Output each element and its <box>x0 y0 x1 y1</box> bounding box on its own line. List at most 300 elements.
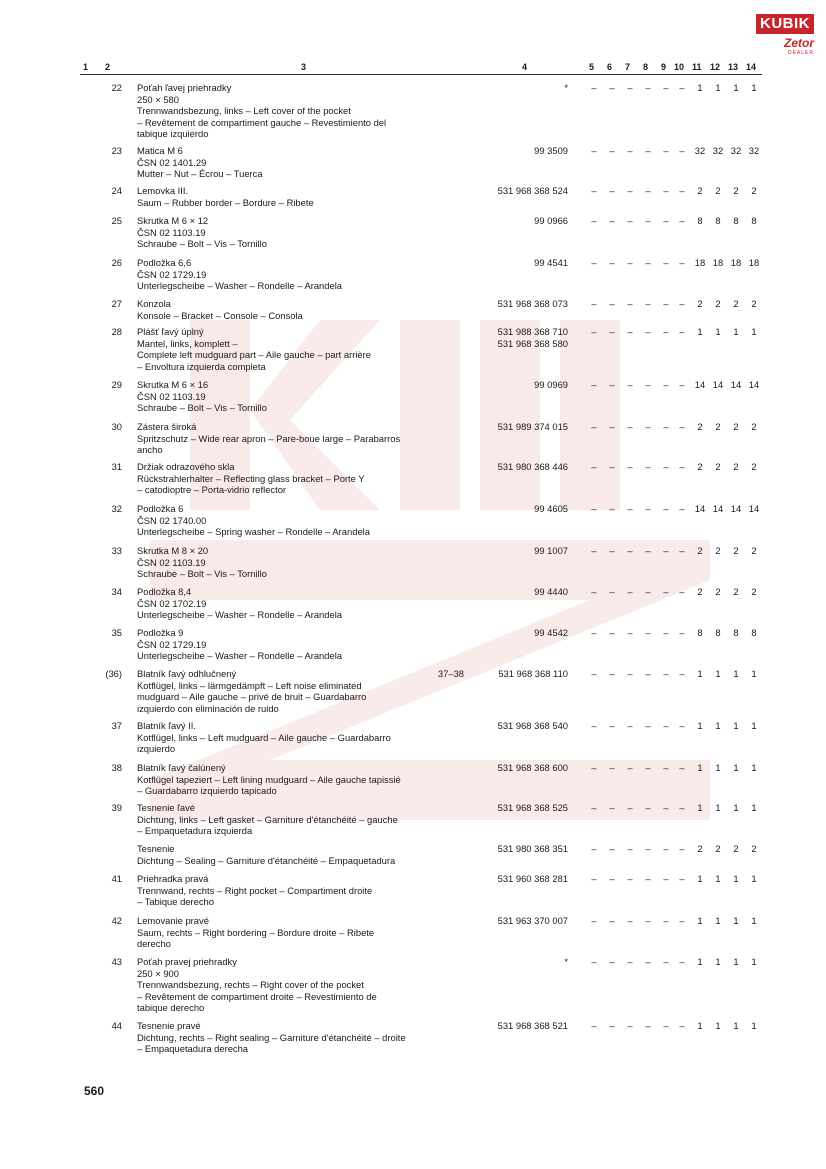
description-line: Podložka 8,4 <box>137 586 192 597</box>
qty-col-9: – <box>663 421 669 432</box>
qty-col-6: – <box>609 461 615 472</box>
description-line: Podložka 6 <box>137 503 184 514</box>
description-line: Lemovka III. <box>137 185 189 196</box>
qty-col-13: 2 <box>733 421 739 432</box>
qty-col-14: 2 <box>751 545 757 556</box>
item-number: 27 <box>111 298 122 309</box>
part-number: 99 4542 <box>534 627 568 638</box>
qty-col-8: – <box>645 720 651 731</box>
qty-col-6: – <box>609 379 615 390</box>
description-line: Schraube – Bolt – Vis – Tornillo <box>137 402 267 414</box>
col-2: 2 <box>105 62 111 72</box>
qty-col-5: – <box>591 586 597 597</box>
qty-col-7: – <box>627 215 633 226</box>
description-line: – Empaquetadura derecha <box>137 1043 249 1055</box>
qty-col-8: – <box>645 802 651 813</box>
item-description <box>137 843 477 866</box>
description-line: ČSN 02 1103.19 <box>137 390 206 402</box>
description-line: ČSN 02 1740.00 <box>137 514 207 526</box>
qty-col-9: – <box>663 586 669 597</box>
qty-col-9: – <box>663 720 669 731</box>
col-6: 6 <box>607 62 613 72</box>
description-line: izquierdo con eliminación de ruido <box>137 702 279 714</box>
item-number: 44 <box>111 1020 122 1031</box>
part-number: 531 968 368 524 <box>497 185 568 196</box>
description-line: Blatník ľavý II. <box>137 720 197 731</box>
part-number: 99 4440 <box>534 586 568 597</box>
qty-col-12: 1 <box>715 873 721 884</box>
col-4: 4 <box>522 62 528 72</box>
qty-col-12: 8 <box>715 627 721 638</box>
description-line: Trennwandsbezung, links – Left cover of the pocket <box>137 105 351 117</box>
qty-col-11: 2 <box>697 298 703 309</box>
qty-col-10: – <box>679 326 685 337</box>
description-line: derecho <box>137 938 171 950</box>
qty-col-5: – <box>591 915 597 926</box>
description-line: mudguard – Aile gauche – privé de bruit – Guardabarro <box>137 691 367 703</box>
qty-col-8: – <box>645 215 651 226</box>
description-line: – catodioptre – Porta-vidrio reflector <box>137 484 287 496</box>
description-line: Podložka 9 <box>137 627 184 638</box>
part-number: 99 0966 <box>534 215 568 226</box>
description-line: Unterlegscheibe – Washer – Rondelle – Arandela <box>137 280 342 292</box>
qty-col-11: 32 <box>694 145 706 156</box>
qty-col-5: – <box>591 956 597 967</box>
qty-col-7: – <box>627 545 633 556</box>
qty-col-8: – <box>645 586 651 597</box>
description-line: Poťah ľavej priehradky <box>137 82 232 93</box>
description-line: Unterlegscheibe – Spring washer – Rondelle – Arandela <box>137 526 370 538</box>
qty-col-7: – <box>627 421 633 432</box>
qty-col-13: 32 <box>730 145 742 156</box>
qty-col-10: – <box>679 873 685 884</box>
qty-col-10: – <box>679 215 685 226</box>
qty-col-9: – <box>663 215 669 226</box>
qty-col-11: 1 <box>697 82 703 93</box>
item-description <box>137 185 477 208</box>
part-number: 99 4541 <box>534 257 568 268</box>
description-line: Complete left mudguard part – Aile gauche – part arrière <box>137 349 371 361</box>
qty-col-14: 1 <box>751 82 757 93</box>
description-line: Tesnenie ľavé <box>137 802 195 813</box>
qty-col-10: – <box>679 586 685 597</box>
qty-col-10: – <box>679 461 685 472</box>
qty-col-11: 1 <box>697 802 703 813</box>
description-line: tabique derecho <box>137 1002 205 1014</box>
part-number: 99 3509 <box>534 145 568 156</box>
qty-col-10: – <box>679 185 685 196</box>
qty-col-5: – <box>591 720 597 731</box>
part-number: 531 968 368 521 <box>497 1020 568 1031</box>
qty-col-14: 18 <box>748 257 760 268</box>
item-description <box>137 379 477 414</box>
qty-col-9: – <box>663 145 669 156</box>
qty-col-10: – <box>679 503 685 514</box>
description-line: ČSN 02 1729.19 <box>137 268 207 280</box>
qty-col-7: – <box>627 145 633 156</box>
description-line: Trennwandsbezung, rechts – Right cover of the pocket <box>137 979 364 991</box>
qty-col-5: – <box>591 668 597 679</box>
description-line: Tesnenie <box>137 843 175 854</box>
col-9: 9 <box>661 62 667 72</box>
qty-col-9: – <box>663 461 669 472</box>
item-description <box>137 802 477 837</box>
description-line: Skrutka M 6 × 12 <box>137 215 209 226</box>
qty-col-13: 1 <box>733 720 739 731</box>
qty-col-10: – <box>679 802 685 813</box>
qty-col-10: – <box>679 1020 685 1031</box>
item-number: 34 <box>111 586 122 597</box>
item-description <box>137 257 477 292</box>
qty-col-12: 1 <box>715 915 721 926</box>
qty-col-13: 8 <box>733 627 739 638</box>
description-line: izquierdo <box>137 743 176 755</box>
column-header <box>0 62 826 74</box>
description-line: Mutter – Nut – Écrou – Tuerca <box>137 168 263 180</box>
qty-col-12: 2 <box>715 461 721 472</box>
qty-col-14: 2 <box>751 185 757 196</box>
description-line: Konsole – Bracket – Console – Consola <box>137 309 303 321</box>
qty-col-5: – <box>591 762 597 773</box>
qty-col-11: 1 <box>697 915 703 926</box>
qty-col-11: 18 <box>694 257 706 268</box>
qty-col-12: 1 <box>715 956 721 967</box>
qty-col-6: – <box>609 627 615 638</box>
qty-col-11: 14 <box>694 503 706 514</box>
col-14: 14 <box>746 62 757 72</box>
kubik-zetor-logo <box>756 14 814 56</box>
description-line: Dichtung – Sealing – Garniture d'étanchéité – Empaquetadura <box>137 854 396 866</box>
col-3: 3 <box>301 62 307 72</box>
qty-col-13: 18 <box>730 257 742 268</box>
description-line: Kotflügel, links – lärmgedämpft – Left noise eliminated <box>137 679 362 691</box>
qty-col-8: – <box>645 873 651 884</box>
qty-col-14: 1 <box>751 668 757 679</box>
qty-col-11: 2 <box>697 421 703 432</box>
item-description <box>137 421 477 456</box>
qty-col-7: – <box>627 915 633 926</box>
qty-col-7: – <box>627 627 633 638</box>
qty-col-9: – <box>663 843 669 854</box>
qty-col-10: – <box>679 720 685 731</box>
qty-col-11: 1 <box>697 956 703 967</box>
qty-col-6: – <box>609 545 615 556</box>
description-line: Matica M 6 <box>137 145 183 156</box>
qty-col-5: – <box>591 627 597 638</box>
qty-col-10: – <box>679 298 685 309</box>
qty-col-11: 1 <box>697 720 703 731</box>
item-description <box>137 873 477 908</box>
col-10: 10 <box>674 62 685 72</box>
qty-col-9: – <box>663 956 669 967</box>
qty-col-8: – <box>645 545 651 556</box>
part-number: 99 4605 <box>534 503 568 514</box>
description-line: Saum, rechts – Right bordering – Bordure droite – Ribete <box>137 926 375 938</box>
description-line: Skrutka M 8 × 20 <box>137 545 209 556</box>
col-1: 1 <box>83 62 89 72</box>
part-number: 531 963 370 007 <box>497 915 568 926</box>
qty-col-5: – <box>591 843 597 854</box>
qty-col-14: 1 <box>751 720 757 731</box>
qty-col-14: 1 <box>751 762 757 773</box>
description-line: Spritzschutz – Wide rear apron – Pare-boue large – Parabarros <box>137 432 401 444</box>
qty-col-14: 8 <box>751 215 757 226</box>
qty-col-14: 32 <box>748 145 760 156</box>
part-number: 531 988 368 710 531 968 368 580 <box>497 326 568 349</box>
qty-col-5: – <box>591 802 597 813</box>
qty-col-9: – <box>663 627 669 638</box>
qty-col-7: – <box>627 503 633 514</box>
qty-col-8: – <box>645 1020 651 1031</box>
qty-col-14: 2 <box>751 421 757 432</box>
description-line: – Tabique derecho <box>137 896 214 908</box>
qty-col-13: 1 <box>733 915 739 926</box>
qty-col-6: – <box>609 326 615 337</box>
qty-col-6: – <box>609 762 615 773</box>
qty-col-12: 1 <box>715 82 721 93</box>
description-line: Priehradka pravá <box>137 873 209 884</box>
qty-col-5: – <box>591 215 597 226</box>
qty-col-9: – <box>663 873 669 884</box>
qty-col-6: – <box>609 215 615 226</box>
qty-col-12: 2 <box>715 185 721 196</box>
qty-col-11: 2 <box>697 461 703 472</box>
qty-col-8: – <box>645 915 651 926</box>
description-line: – Guardabarro izquierdo tapicado <box>137 785 277 797</box>
qty-col-8: – <box>645 843 651 854</box>
description-line: – Revêtement de compartiment gauche – Revestimiento del <box>137 116 387 128</box>
qty-col-13: 2 <box>733 586 739 597</box>
part-number: 531 968 368 525 <box>497 802 568 813</box>
item-number: 23 <box>111 145 122 156</box>
qty-col-10: – <box>679 843 685 854</box>
qty-col-12: 18 <box>712 257 724 268</box>
qty-col-7: – <box>627 843 633 854</box>
qty-col-7: – <box>627 586 633 597</box>
description-line: Lemovanie pravé <box>137 915 209 926</box>
qty-col-6: – <box>609 503 615 514</box>
item-number: 32 <box>111 503 122 514</box>
item-number: 42 <box>111 915 122 926</box>
qty-col-8: – <box>645 762 651 773</box>
item-number: 38 <box>111 762 122 773</box>
qty-col-7: – <box>627 762 633 773</box>
qty-col-13: 1 <box>733 1020 739 1031</box>
qty-col-8: – <box>645 82 651 93</box>
qty-col-10: – <box>679 545 685 556</box>
description-line: ČSN 02 1702.19 <box>137 597 207 609</box>
qty-col-5: – <box>591 503 597 514</box>
part-number: * <box>564 82 568 93</box>
item-description <box>137 326 477 372</box>
qty-col-14: 1 <box>751 956 757 967</box>
part-number: 531 989 374 015 <box>497 421 568 432</box>
qty-col-14: 1 <box>751 915 757 926</box>
part-number: 531 960 368 281 <box>497 873 568 884</box>
logo-brand: KUBIK <box>756 14 814 34</box>
item-range: 37–38 <box>437 668 464 679</box>
description-line: ČSN 02 1729.19 <box>137 638 207 650</box>
qty-col-13: 1 <box>733 326 739 337</box>
qty-col-8: – <box>645 257 651 268</box>
item-number: 31 <box>111 461 122 472</box>
part-number: 531 980 368 351 <box>497 843 568 854</box>
qty-col-11: 1 <box>697 873 703 884</box>
qty-col-7: – <box>627 379 633 390</box>
description-line: Konzola <box>137 298 171 309</box>
qty-col-14: 14 <box>748 503 760 514</box>
qty-col-14: 1 <box>751 802 757 813</box>
item-number: (36) <box>105 668 122 679</box>
item-description <box>137 545 477 580</box>
qty-col-11: 1 <box>697 762 703 773</box>
qty-col-10: – <box>679 668 685 679</box>
qty-col-6: – <box>609 145 615 156</box>
qty-col-12: 2 <box>715 586 721 597</box>
part-number: 99 0969 <box>534 379 568 390</box>
description-line: ancho <box>137 444 163 456</box>
qty-col-13: 1 <box>733 802 739 813</box>
qty-col-7: – <box>627 82 633 93</box>
description-line: Schraube – Bolt – Vis – Tornillo <box>137 568 267 580</box>
qty-col-14: 1 <box>751 1020 757 1031</box>
qty-col-13: 14 <box>730 379 742 390</box>
qty-col-7: – <box>627 298 633 309</box>
item-number: 28 <box>111 326 122 337</box>
qty-col-7: – <box>627 1020 633 1031</box>
qty-col-11: 2 <box>697 185 703 196</box>
qty-col-5: – <box>591 298 597 309</box>
qty-col-12: 1 <box>715 668 721 679</box>
qty-col-8: – <box>645 503 651 514</box>
qty-col-14: 2 <box>751 298 757 309</box>
qty-col-10: – <box>679 82 685 93</box>
col-5: 5 <box>589 62 595 72</box>
item-number: 39 <box>111 802 122 813</box>
qty-col-11: 1 <box>697 326 703 337</box>
item-description <box>137 956 477 1014</box>
item-number: 29 <box>111 379 122 390</box>
qty-col-6: – <box>609 802 615 813</box>
qty-col-14: 1 <box>751 873 757 884</box>
qty-col-5: – <box>591 185 597 196</box>
description-line: Kotflügel tapeziert – Left lining mudguard – Aile gauche tapissié <box>137 773 401 785</box>
qty-col-10: – <box>679 257 685 268</box>
qty-col-13: 1 <box>733 82 739 93</box>
col-11: 11 <box>692 62 702 72</box>
qty-col-13: 1 <box>733 956 739 967</box>
qty-col-6: – <box>609 586 615 597</box>
item-description <box>137 298 477 321</box>
qty-col-6: – <box>609 915 615 926</box>
qty-col-7: – <box>627 326 633 337</box>
logo-dealer: DEALER <box>787 50 814 56</box>
part-number: 531 980 368 446 <box>497 461 568 472</box>
qty-col-10: – <box>679 145 685 156</box>
qty-col-8: – <box>645 627 651 638</box>
description-line: – Envoltura izquierda completa <box>137 360 266 372</box>
description-line: – Revêtement de compartiment droite – Revestimiento de <box>137 990 377 1002</box>
description-line: Tesnenie pravé <box>137 1020 201 1031</box>
qty-col-8: – <box>645 326 651 337</box>
item-number: 43 <box>111 956 122 967</box>
qty-col-14: 1 <box>751 326 757 337</box>
qty-col-12: 32 <box>712 145 724 156</box>
qty-col-8: – <box>645 298 651 309</box>
qty-col-6: – <box>609 257 615 268</box>
description-line: Plášť ľavý úplný <box>137 326 204 337</box>
item-description <box>137 762 477 797</box>
col-7: 7 <box>625 62 631 72</box>
item-description <box>137 503 477 538</box>
qty-col-9: – <box>663 82 669 93</box>
qty-col-7: – <box>627 257 633 268</box>
qty-col-6: – <box>609 298 615 309</box>
qty-col-12: 1 <box>715 762 721 773</box>
part-number: 99 1007 <box>534 545 568 556</box>
qty-col-9: – <box>663 379 669 390</box>
qty-col-6: – <box>609 843 615 854</box>
part-number: 531 968 368 110 <box>498 668 568 679</box>
qty-col-5: – <box>591 326 597 337</box>
qty-col-14: 8 <box>751 627 757 638</box>
item-number: 41 <box>111 873 122 884</box>
description-line: Schraube – Bolt – Vis – Tornillo <box>137 238 267 250</box>
qty-col-5: – <box>591 145 597 156</box>
qty-col-5: – <box>591 82 597 93</box>
item-number: 24 <box>111 185 122 196</box>
qty-col-6: – <box>609 82 615 93</box>
qty-col-8: – <box>645 421 651 432</box>
description-line: tabique izquierdo <box>137 128 209 140</box>
qty-col-12: 2 <box>715 545 721 556</box>
description-line: Saum – Rubber border – Bordure – Ribete <box>137 196 314 208</box>
part-number: 531 968 368 540 <box>497 720 568 731</box>
logo-sub: Zetor <box>784 36 814 50</box>
qty-col-14: 2 <box>751 586 757 597</box>
qty-col-14: 2 <box>751 461 757 472</box>
qty-col-9: – <box>663 298 669 309</box>
qty-col-13: 2 <box>733 461 739 472</box>
qty-col-5: – <box>591 257 597 268</box>
description-line: 250 × 900 <box>137 967 179 979</box>
qty-col-9: – <box>663 545 669 556</box>
qty-col-9: – <box>663 1020 669 1031</box>
description-line: Mantel, links, komplett – <box>137 337 238 349</box>
item-number: 25 <box>111 215 122 226</box>
qty-col-12: 2 <box>715 298 721 309</box>
qty-col-9: – <box>663 915 669 926</box>
qty-col-8: – <box>645 379 651 390</box>
item-description <box>137 586 477 621</box>
description-line: Blatník ľavý čalúnený <box>137 762 226 773</box>
item-number: 30 <box>111 421 122 432</box>
item-number: 35 <box>111 627 122 638</box>
item-description <box>137 82 477 140</box>
qty-col-13: 1 <box>733 762 739 773</box>
qty-col-13: 2 <box>733 185 739 196</box>
qty-col-10: – <box>679 379 685 390</box>
qty-col-7: – <box>627 873 633 884</box>
qty-col-13: 2 <box>733 298 739 309</box>
item-number: 26 <box>111 257 122 268</box>
qty-col-6: – <box>609 720 615 731</box>
qty-col-13: 1 <box>733 668 739 679</box>
qty-col-13: 8 <box>733 215 739 226</box>
description-line: Blatník ľavý odhlučnený <box>137 668 237 679</box>
item-description <box>137 1020 477 1055</box>
qty-col-12: 1 <box>715 326 721 337</box>
